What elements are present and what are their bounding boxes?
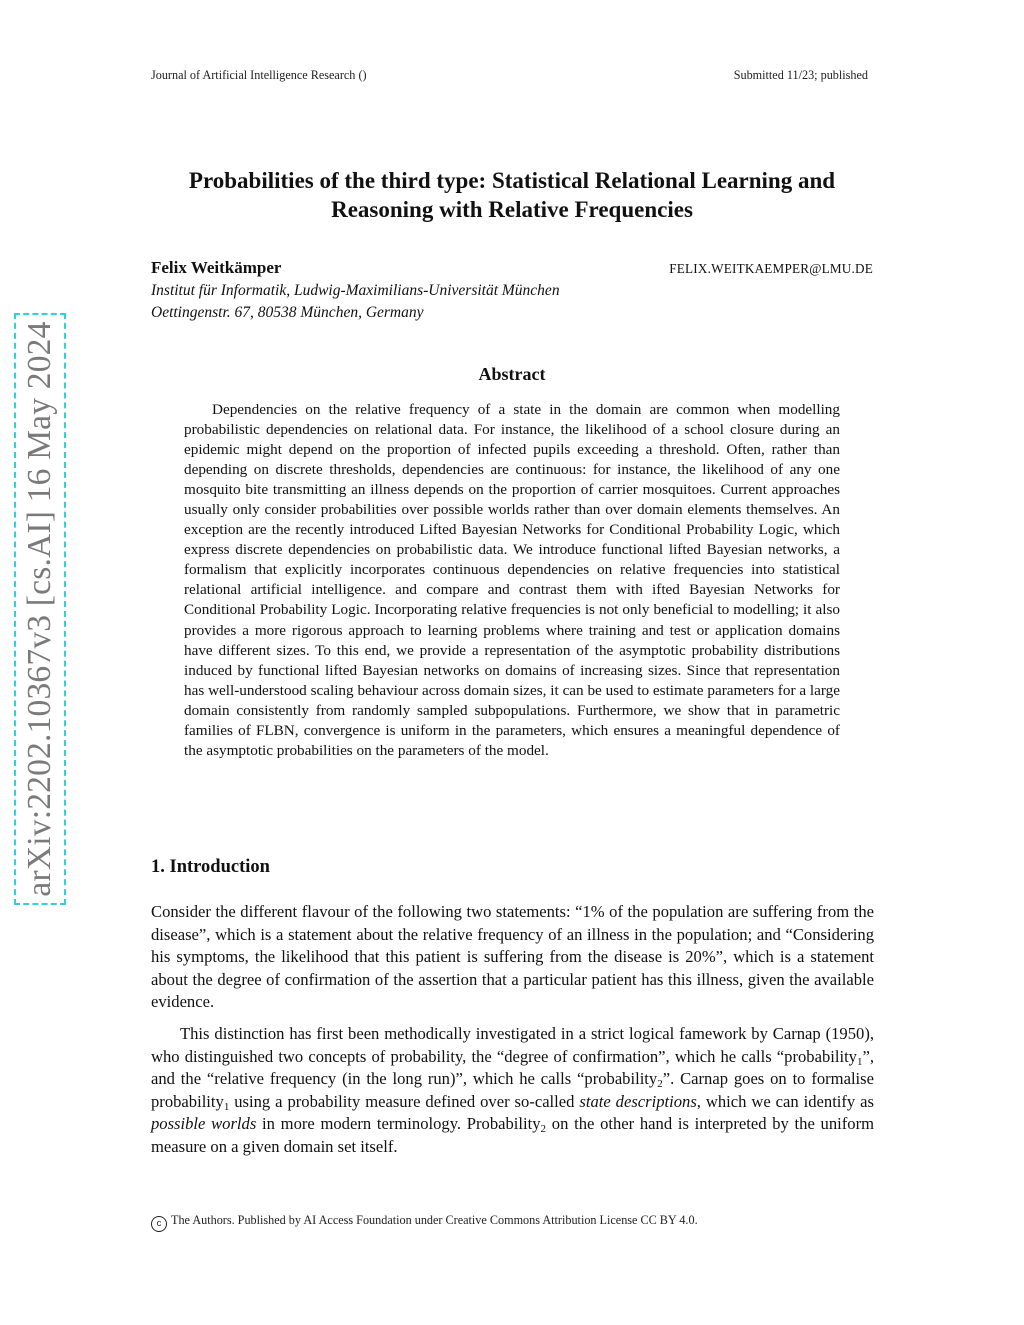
arxiv-identifier-stamp[interactable] [14, 313, 66, 905]
para2-text-2: ”, and the “relative frequency (in the long run)”, which he calls “probability [151, 1046, 874, 1089]
copyright-icon: c [151, 1216, 167, 1232]
subscript-2: 2 [657, 1078, 663, 1091]
emphasis-possible-worlds: possible worlds [151, 1114, 257, 1134]
abstract-heading: Abstract [478, 364, 546, 384]
para2-text-6: in more modern terminology. Probability [256, 1114, 541, 1134]
subscript-3: 1 [223, 1100, 230, 1113]
para2-text-7: on the other hand is interpreted by the uniform measure on a given domain set itself. [151, 1114, 874, 1156]
running-header-submitted: Submitted 11/23; published [733, 68, 868, 82]
author-affiliation-institute: Institut für Informatik, Ludwig-Maximilians-Universität München [151, 282, 560, 299]
subscript-1: 1 [856, 1055, 863, 1068]
author-name: Felix Weitkämper [151, 258, 282, 277]
para2-text-5: , which we can identify as [696, 1091, 874, 1111]
section-heading-introduction: 1. Introduction [151, 857, 270, 877]
para2-text-4: using a probability measure defined over so-called [229, 1091, 580, 1111]
para2-text-1: This distinction has first been methodically investigated in a strict logical famework by Carnap (1950), who distinguished two concepts of probability, the “degree of confirmation”, which he calls “probability [151, 1024, 874, 1066]
subscript-4: 2 [540, 1123, 547, 1136]
running-header-journal: Journal of Artificial Intelligence Research () [151, 68, 367, 82]
license-text: The Authors. Published by AI Access Foundation under Creative Commons Attribution License CC BY 4.0. [171, 1213, 698, 1227]
author-affiliation-address: Oettingenstr. 67, 80538 München, Germany [151, 304, 424, 321]
arxiv-identifier-text: arXiv:2202.10367v3 [cs.AI] 16 May 2024 [21, 321, 58, 897]
abstract-body: Dependencies on the relative frequency of a state in the domain are common when modelling probabilistic dependencies on relational data. For instance, the likelihood of a school closure during an epidemic might depend on the proportion of infected pupils exceeding a threshold. Often, rather than depending on discrete thresholds, dependencies are continuous: for instance, the likelihood of any one mosquito bite transmitting an illness depends on the proportion of carrier mosquitoes. Current approaches usually only consider probabilities over possible worlds rather than over domain elements themselves. An exception are the recently introduced Lifted Bayesian Networks for Conditional Probability Logic, which express discrete dependencies on probabilistic data. We introduce functional lifted Bayesian networks, a formalism that explicitly incorporates continuous dependencies on relative frequencies into statistical relational artificial intelligence. and compare and contrast them with ifted Bayesian Networks for Conditional Probability Logic. Incorporating relative frequencies is not only beneficial to modelling; it also provides a more rigorous approach to learning problems where training and test or application domains have different sizes. To this end, we provide a representation of the asymptotic probability distributions induced by functional lifted Bayesian networks on domains of increasing sizes. Since that representation has well-understood scaling behaviour across domain sizes, it can be used to estimate parameters for a large domain consistently from randomly sampled subpopulations. Furthermore, we show that in parametric families of FLBN, convergence is uniform in the parameters, which ensures a meaningful dependence of the asymptotic probabilities on the parameters of the model. [184, 401, 840, 759]
emphasis-state-descriptions: state descriptions [579, 1091, 697, 1111]
author-email: FELIX.WEITKAEMPER@LMU.DE [669, 261, 873, 276]
license-footer [151, 1213, 698, 1232]
intro-paragraph-2 [151, 1023, 874, 1159]
intro-paragraph-1: Consider the different flavour of the following two statements: “1% of the population are suffering from the disease”, which is a statement about the relative frequency of an illness in the population; and “Considering his symptoms, the likelihood that this patient is suffering from the disease is 20%”, which is a statement about the degree of confirmation of the assertion that a particular patient has this illness, given the available evidence. [151, 902, 874, 1012]
paper-title: Probabilities of the third type: Statistical Relational Learning and Reasoning with Relative Frequencies [188, 168, 836, 222]
para2-text-3: ”. Carnap goes on to formalise probability [151, 1069, 874, 1111]
